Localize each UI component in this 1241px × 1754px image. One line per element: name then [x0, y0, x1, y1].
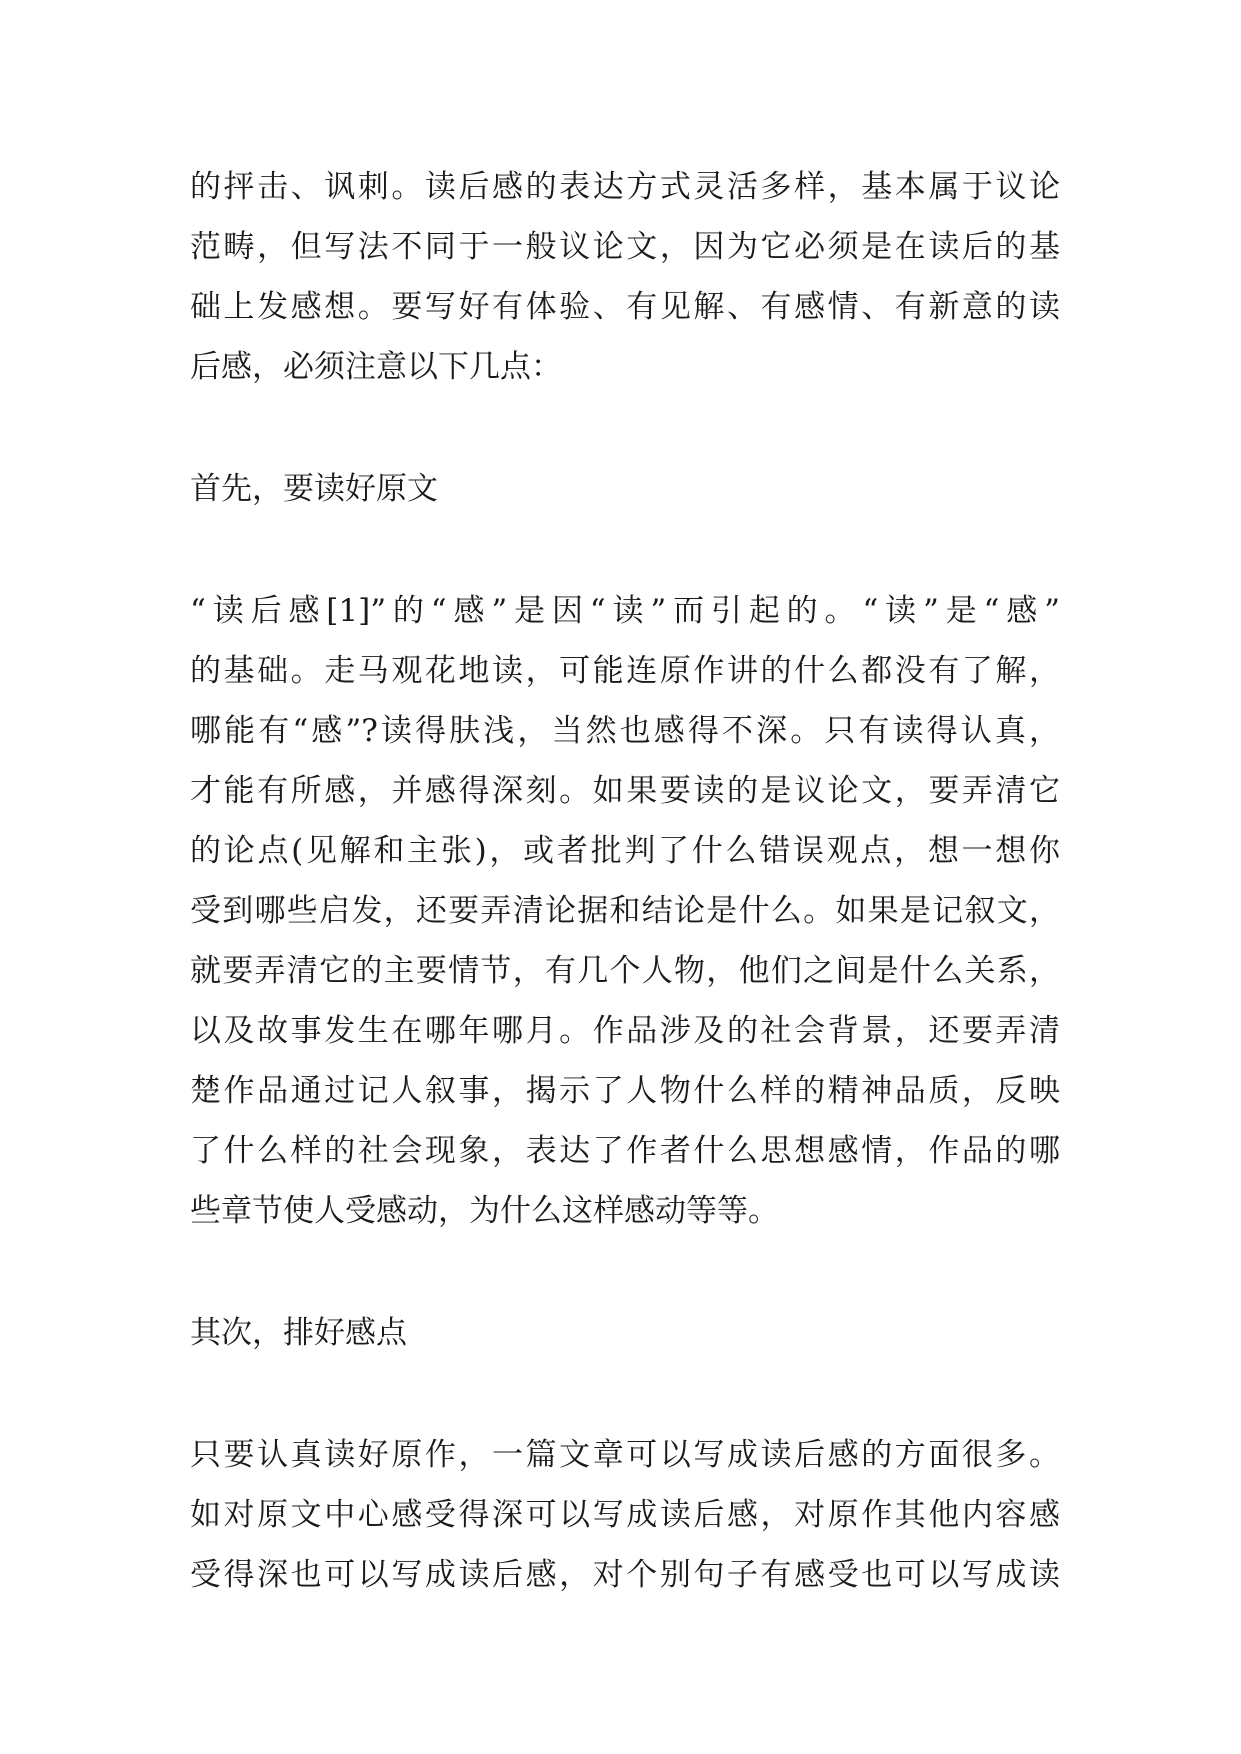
paragraph-line: 受到哪些启发，还要弄清论据和结论是什么。如果是记叙文，: [190, 893, 1060, 929]
paragraph-gap: [190, 1363, 1060, 1425]
section-heading-1: 首先，要读好原文: [190, 471, 438, 507]
paragraph-line: 以及故事发生在哪年哪月。作品涉及的社会背景，还要弄清: [190, 1013, 1060, 1049]
paragraph-line: “读后感[1]”的“感”是因“读”而引起的。“读”是“感”: [190, 593, 1060, 629]
paragraph-gap: [190, 519, 1060, 581]
paragraph-line: 哪能有“感”?读得肤浅，当然也感得不深。只有读得认真，: [190, 713, 1060, 749]
paragraph-3: [190, 1425, 1060, 1605]
paragraph-line: 就要弄清它的主要情节，有几个人物，他们之间是什么关系，: [190, 953, 1060, 989]
paragraph-line: 础上发感想。要写好有体验、有见解、有感情、有新意的读: [190, 289, 1060, 325]
document-body: [190, 157, 1060, 1605]
paragraph-line: 了什么样的社会现象，表达了作者什么思想感情，作品的哪: [190, 1133, 1060, 1169]
paragraph-1: [190, 157, 1060, 397]
paragraph-line: 的抨击、讽刺。读后感的表达方式灵活多样，基本属于议论: [190, 169, 1060, 205]
paragraph-gap: [190, 397, 1060, 459]
paragraph-line: 才能有所感，并感得深刻。如果要读的是议论文，要弄清它: [190, 773, 1060, 809]
section-heading-2: 其次，排好感点: [190, 1315, 407, 1351]
paragraph-line: 如对原文中心感受得深可以写成读后感，对原作其他内容感: [190, 1497, 1060, 1533]
paragraph-line: 范畴，但写法不同于一般议论文，因为它必须是在读后的基: [190, 229, 1060, 265]
paragraph-gap: [190, 1241, 1060, 1303]
paragraph-line: 些章节使人受感动，为什么这样感动等等。: [190, 1193, 779, 1229]
paragraph-line: 的论点(见解和主张)，或者批判了什么错误观点，想一想你: [190, 833, 1060, 869]
paragraph-line: 后感，必须注意以下几点：: [190, 349, 562, 385]
paragraph-line: 只要认真读好原作，一篇文章可以写成读后感的方面很多。: [190, 1437, 1060, 1473]
paragraph-line: 的基础。走马观花地读，可能连原作讲的什么都没有了解，: [190, 653, 1060, 689]
paragraph-line: 受得深也可以写成读后感，对个别句子有感受也可以写成读: [190, 1557, 1060, 1593]
paragraph-2: [190, 581, 1060, 1241]
paragraph-line: 楚作品通过记人叙事，揭示了人物什么样的精神品质，反映: [190, 1073, 1060, 1109]
